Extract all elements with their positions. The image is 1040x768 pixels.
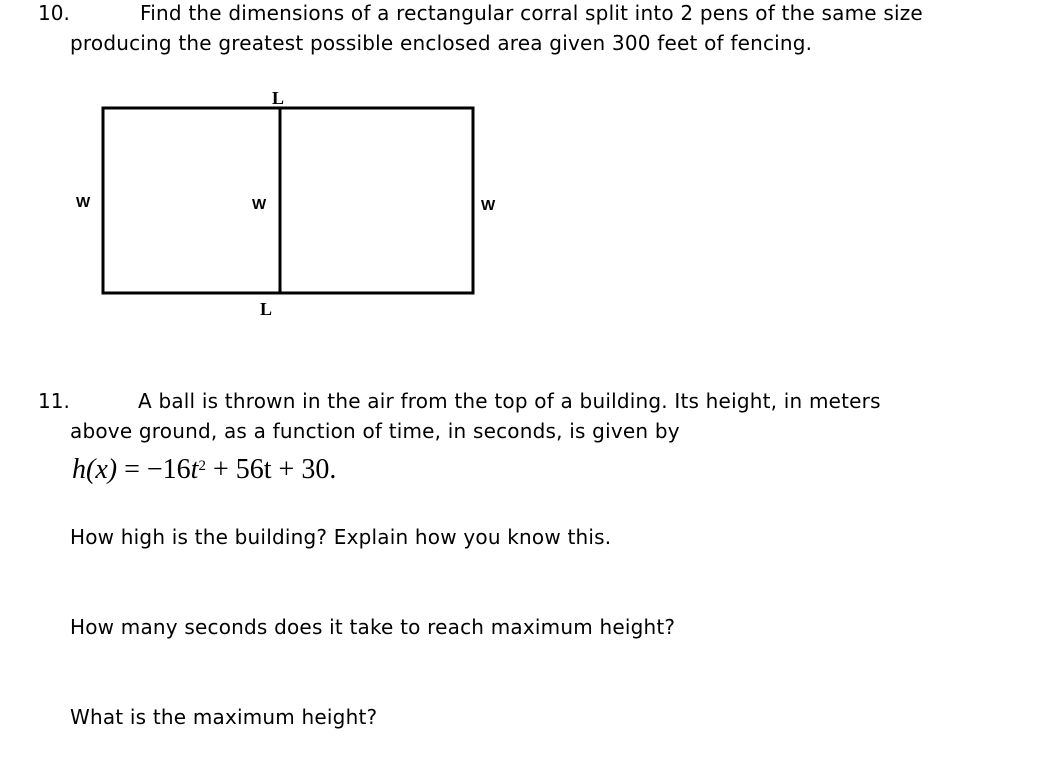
- label-length-top: L: [272, 88, 285, 108]
- corral-outline: [103, 108, 473, 293]
- problem-10-text-line-1: Find the dimensions of a rectangular corral split into 2 pens of the same size: [140, 1, 923, 25]
- label-width-middle: W: [252, 196, 267, 213]
- label-width-right: W: [481, 197, 496, 214]
- problem-10-number: 10.: [38, 1, 70, 25]
- formula-coefficient: −16: [146, 454, 191, 485]
- formula-variable: t: [190, 454, 199, 485]
- formula-equals: =: [117, 454, 147, 485]
- problem-11-number: 11.: [38, 389, 70, 413]
- question-building-height: How high is the building? Explain how you know this.: [70, 525, 612, 549]
- label-length-bottom: L: [260, 299, 273, 319]
- label-width-left: W: [76, 194, 91, 211]
- question-time-to-max: How many seconds does it take to reach maximum height?: [70, 615, 676, 639]
- problem-11-text-line-2: above ground, as a function of time, in seconds, is given by: [70, 419, 680, 443]
- problem-11-text-line-1: A ball is thrown in the air from the top of a building. Its height, in meters: [138, 389, 881, 413]
- formula-exponent: 2: [198, 458, 206, 474]
- height-function-formula: [72, 452, 336, 488]
- problem-10-text-line-2: producing the greatest possible enclosed area given 300 feet of fencing.: [70, 31, 813, 55]
- formula-period: .: [329, 454, 337, 485]
- question-max-height: What is the maximum height?: [70, 705, 378, 729]
- formula-lhs: h(x): [72, 454, 118, 485]
- formula-rest: + 56t + 30: [205, 454, 330, 485]
